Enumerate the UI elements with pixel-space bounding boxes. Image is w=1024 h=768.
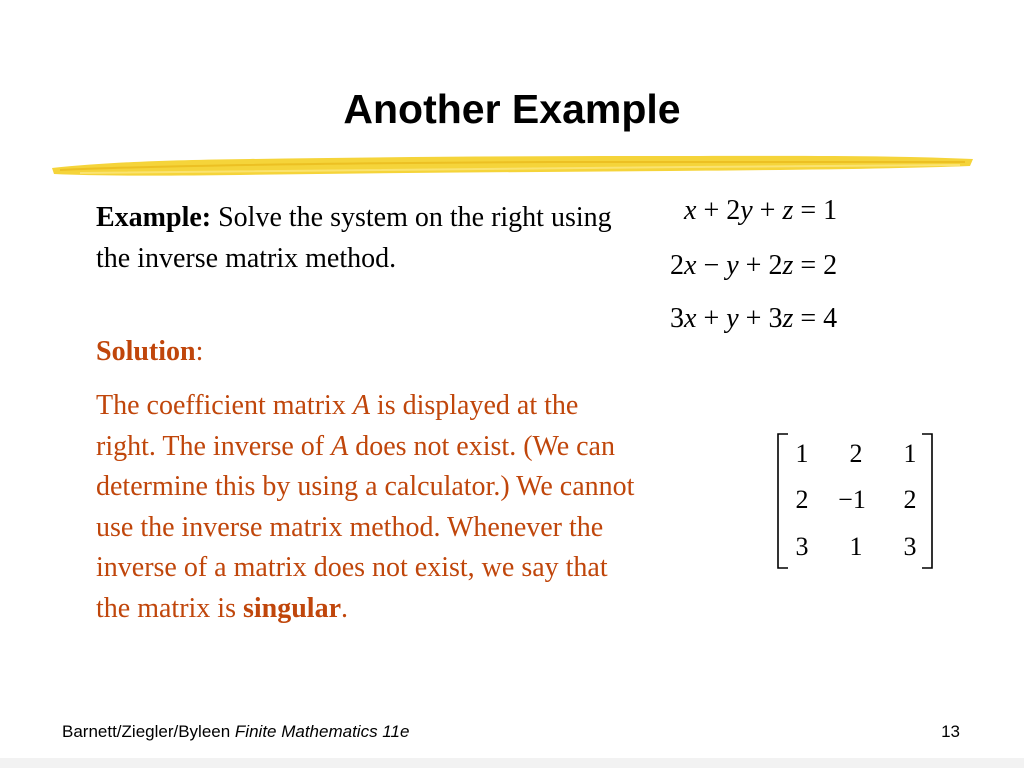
example-text: Solve the system on the right using the inverse matrix method. — [96, 202, 612, 274]
matrix-cell-r3c1: 3 — [795, 532, 809, 561]
matrix-cell-r3c3: 3 — [903, 532, 917, 561]
example-label: Example: — [96, 202, 212, 233]
footer-book-title: Finite Mathematics 11e — [234, 722, 410, 741]
solution-text-2: is displayed at the right. The inverse of — [96, 390, 579, 462]
coefficient-matrix — [776, 432, 934, 570]
matrix-cell-r1c1: 1 — [795, 439, 809, 468]
slide-title: Another Example — [343, 86, 681, 132]
solution-heading — [96, 336, 203, 368]
title-underline-brushstroke — [50, 148, 975, 182]
matrix-cell-r1c2: 2 — [849, 439, 863, 468]
singular-term: singular — [242, 592, 342, 624]
solution-label: Solution — [96, 336, 196, 367]
page-number: 13 — [941, 722, 960, 741]
footer-authors: Barnett/Ziegler/Byleen — [62, 722, 235, 741]
equation-2: 2x − y + 2z = 2 — [670, 250, 838, 281]
bottom-band — [0, 758, 1024, 768]
matrix-cell-r2c1: 2 — [795, 485, 809, 514]
matrix-cell-r2c3: 2 — [903, 485, 917, 514]
equation-3: 3x + y + 3z = 4 — [670, 303, 838, 334]
equation-1: x + 2y + z = 1 — [684, 195, 838, 226]
solution-text-1: The coefficient matrix — [96, 390, 353, 421]
solution-body — [96, 386, 644, 629]
solution-end: . — [341, 592, 349, 624]
footer-citation — [62, 722, 409, 742]
matrix-cell-r1c3: 1 — [903, 439, 917, 468]
matrix-variable-a: A — [352, 390, 370, 421]
matrix-variable-a-2: A — [331, 430, 349, 462]
solution-colon: : — [195, 336, 204, 367]
solution-text-3: does not exist. (We can determine this by using a calculator.) We cannot use the inverse matrix method. Whenever the inverse of a matrix does not exist, we say that the matrix is — [96, 430, 635, 624]
matrix-cell-r2c2: −1 — [838, 485, 866, 514]
example-prompt — [96, 197, 636, 279]
matrix-cell-r3c2: 1 — [849, 532, 863, 561]
